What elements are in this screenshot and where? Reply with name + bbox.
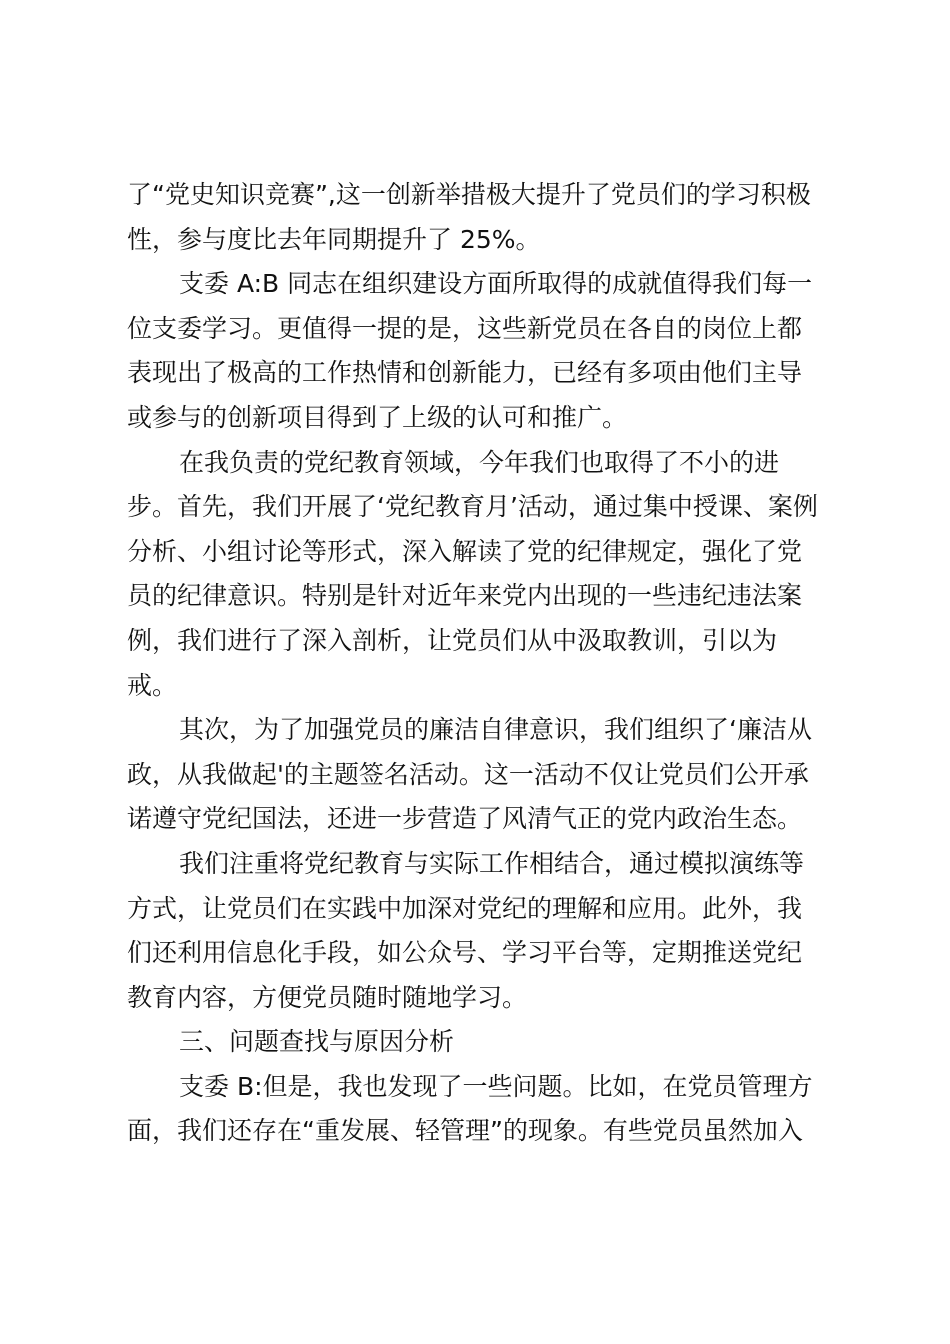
paragraph-1 xyxy=(127,173,827,262)
text-line: 或参与的创新项目得到了上级的认可和推广。 xyxy=(127,402,628,432)
text-line: 支委 B:但是，我也发现了一些问题。比如，在党员管理方 xyxy=(179,1071,813,1101)
text-line: 教育内容，方便党员随时随地学习。 xyxy=(127,982,528,1012)
paragraph-5 xyxy=(127,842,827,1020)
text-line: 例，我们进行了深入剖析，让党员们从中汲取教训，引以为 xyxy=(127,625,778,655)
paragraph-4 xyxy=(127,708,827,842)
text-line: 诺遵守党纪国法，还进一步营造了风清气正的党内政治生态。 xyxy=(127,804,803,834)
paragraph-2 xyxy=(127,262,827,440)
text-line: 分析、小组讨论等形式，深入解读了党的纪律规定，强化了党 xyxy=(127,536,803,566)
paragraph-3 xyxy=(127,441,827,709)
text-line: 面，我们还存在“重发展、轻管理”的现象。有些党员虽然加入 xyxy=(127,1116,803,1146)
text-line: 性，参与度比去年同期提升了 25%。 xyxy=(127,224,541,254)
text-line: 支委 A:B 同志在组织建设方面所取得的成就值得我们每一 xyxy=(179,269,813,299)
text-line: 了“党史知识竞赛”,这一创新举措极大提升了党员们的学习积极 xyxy=(127,180,811,209)
text-line: 位支委学习。更值得一提的是，这些新党员在各自的岗位上都 xyxy=(127,313,803,343)
text-line: 表现出了极高的工作热情和创新能力，已经有多项由他们主导 xyxy=(127,358,803,388)
section-heading-text: 三、问题查找与原因分析 xyxy=(179,1027,455,1057)
text-line: 其次，为了加强党员的廉洁自律意识，我们组织了‘廉洁从 xyxy=(179,715,812,745)
text-line: 我们注重将党纪教育与实际工作相结合，通过模拟演练等 xyxy=(179,848,805,878)
document-page xyxy=(127,173,827,1154)
text-line: 戒。 xyxy=(127,670,178,700)
section-heading xyxy=(127,1020,827,1065)
text-line: 政，从我做起'的主题签名活动。这一活动不仅让党员们公开承 xyxy=(127,759,809,789)
text-line: 们还利用信息化手段，如公众号、学习平台等，定期推送党纪 xyxy=(127,938,803,968)
text-line: 在我负责的党纪教育领域，今年我们也取得了不小的进 xyxy=(179,447,780,477)
text-line: 员的纪律意识。特别是针对近年来党内出现的一些违纪违法案 xyxy=(127,581,803,611)
text-line: 方式，让党员们在实践中加深对党纪的理解和应用。此外，我 xyxy=(127,893,803,923)
text-line: 步。首先，我们开展了‘党纪教育月’活动，通过集中授课、案例 xyxy=(127,492,818,522)
paragraph-6 xyxy=(127,1065,827,1154)
